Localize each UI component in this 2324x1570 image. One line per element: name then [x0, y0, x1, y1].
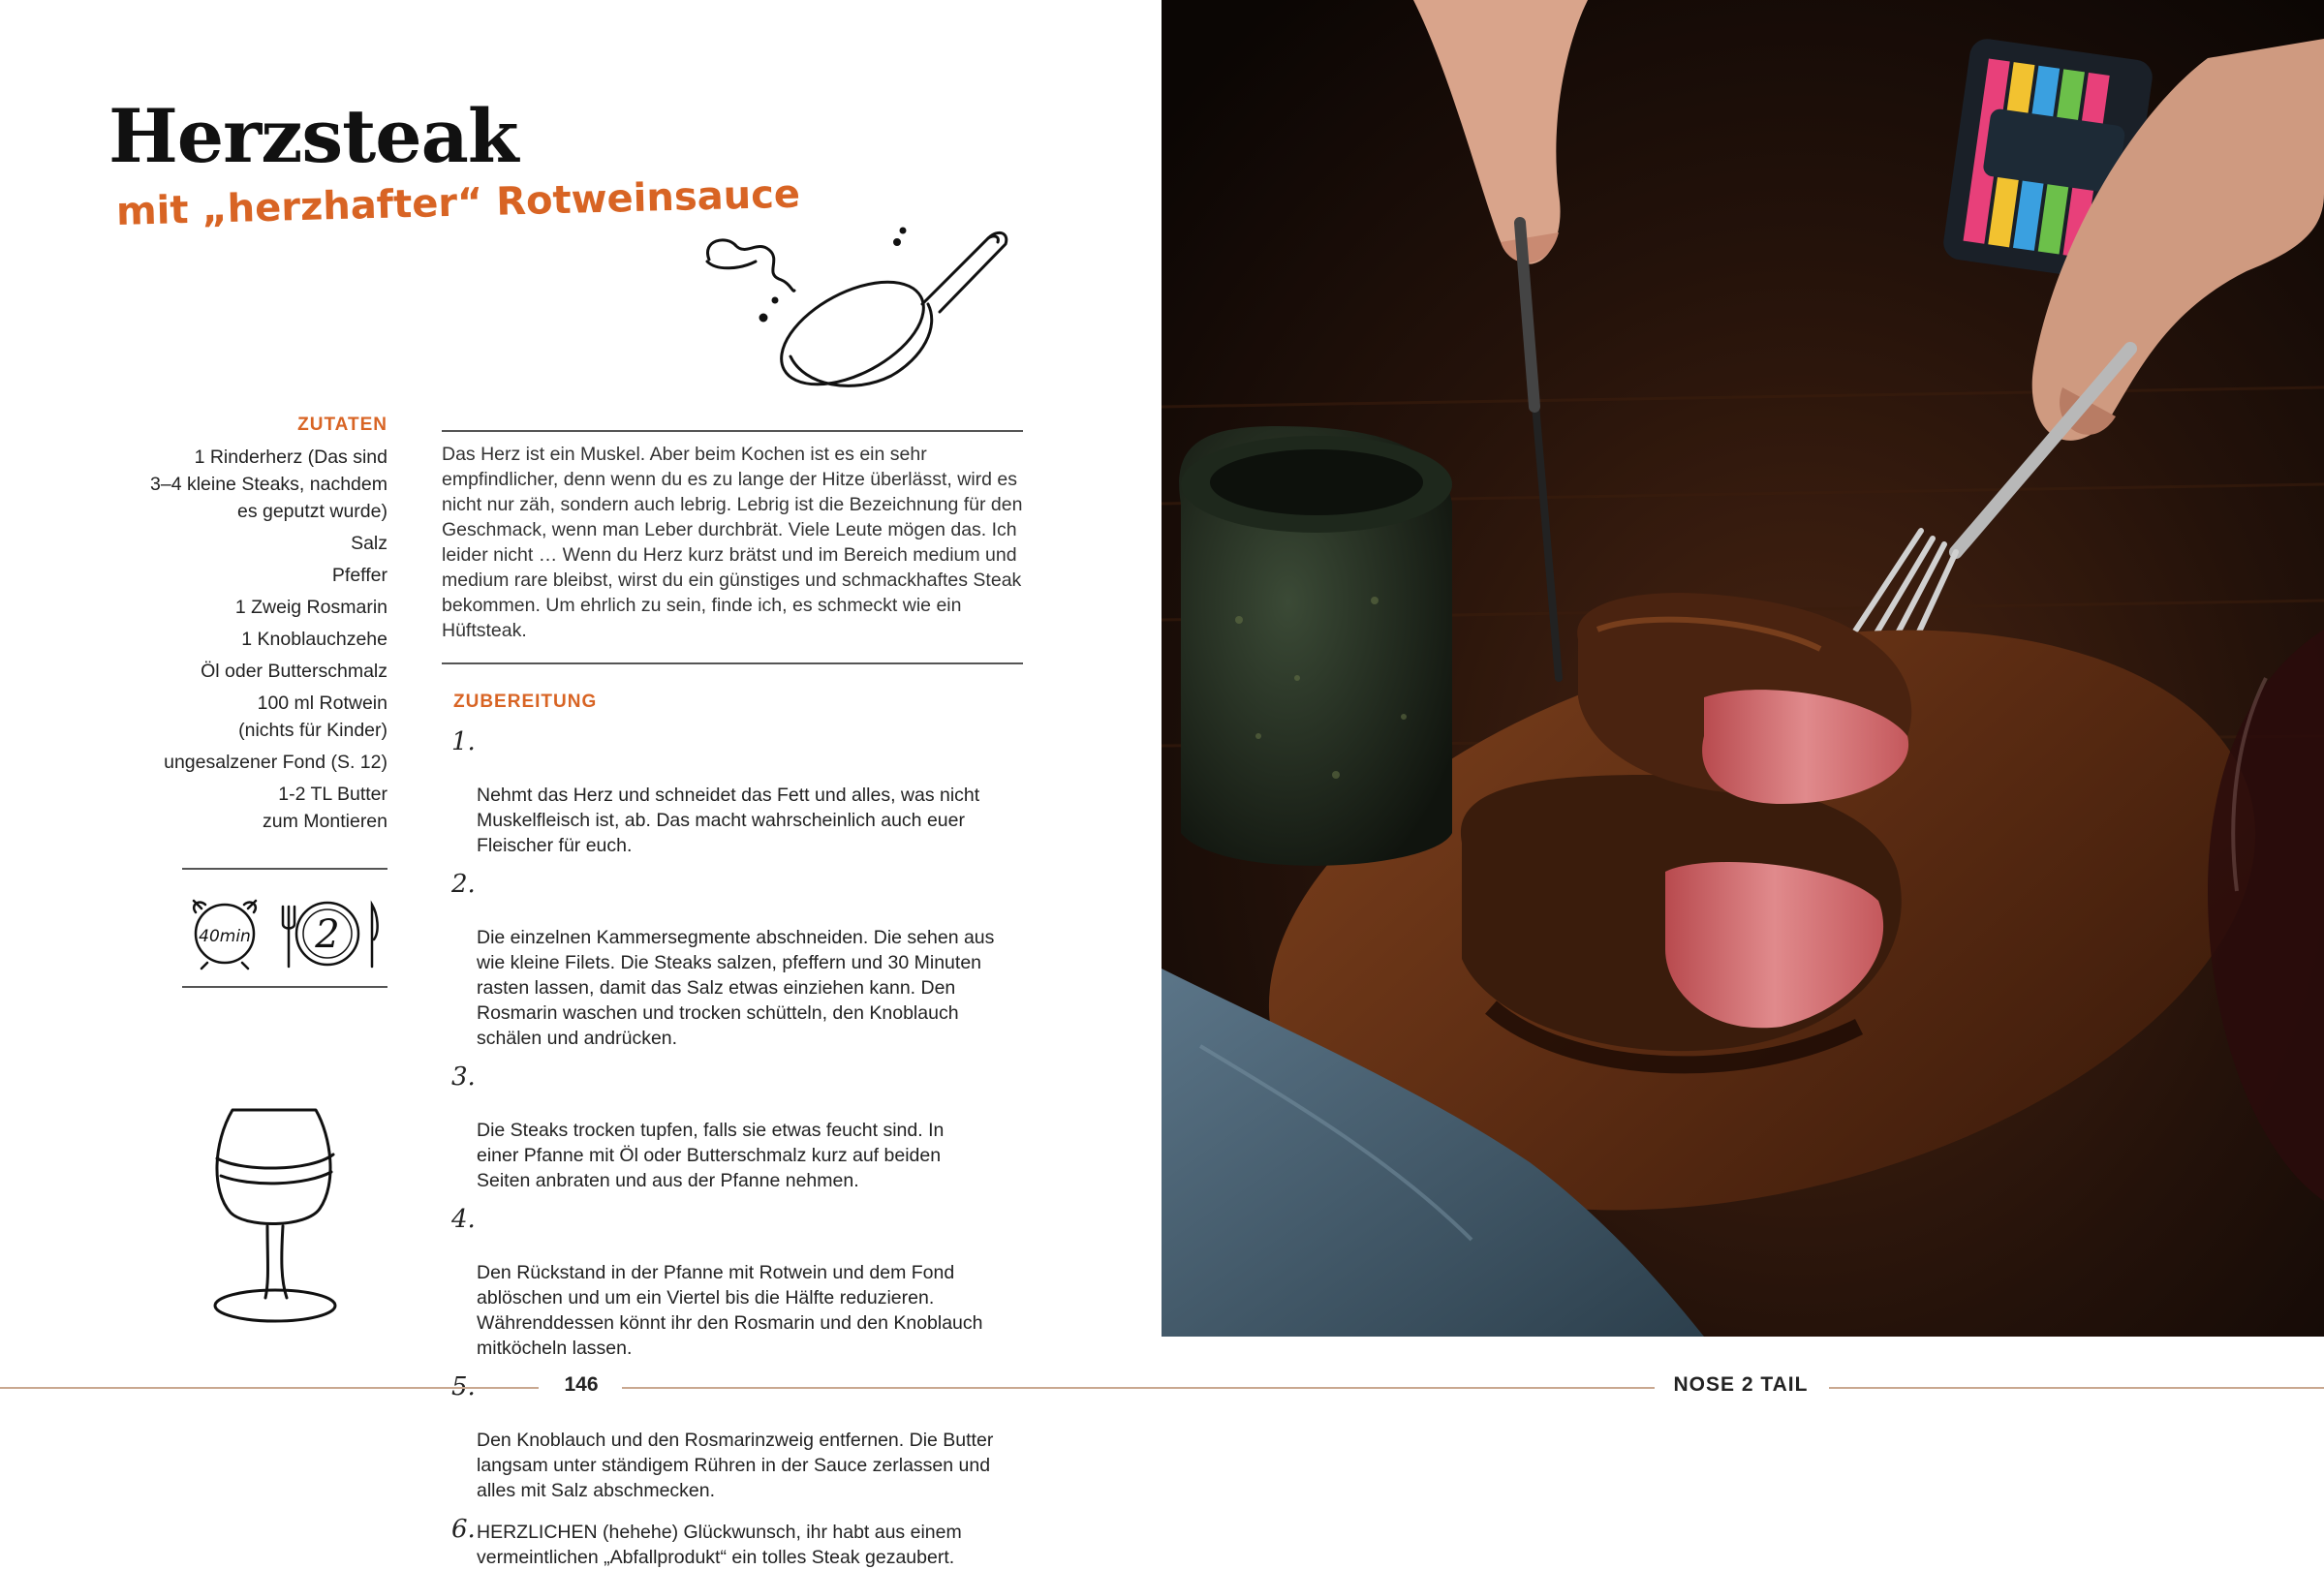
wine-glass-icon	[203, 1104, 349, 1327]
step-number: 3.	[451, 1062, 476, 1092]
ingredients-divider-top	[182, 868, 387, 870]
ingredient-item: Salz	[351, 533, 387, 554]
intro-divider-bottom	[442, 662, 1023, 664]
preparation-step	[448, 1205, 1029, 1361]
recipe-subtitle: mit „herzhafter“ Rotweinsauce	[115, 171, 801, 234]
step-number: 5.	[451, 1372, 476, 1401]
intro-divider-top	[442, 430, 1023, 432]
ingredients-heading: ZUTATEN	[297, 415, 387, 435]
book-title: NOSE 2 TAIL	[1673, 1373, 1809, 1396]
left-page	[0, 0, 1162, 1568]
preparation-step	[448, 727, 1029, 858]
page-number: 146	[564, 1373, 599, 1396]
footer-rule-middle	[622, 1387, 1655, 1389]
step-text: HERZLICHEN (hehehe) Glückwunsch, ihr habt aus einem vermeintlichen „Abfallprodukt“ ein tolles Steak gezaubert.	[477, 1522, 962, 1568]
step-text: Die einzelnen Kammersegmente abschneiden. Die sehen aus wie kleine Filets. Die Steaks salzen, pfeffern und 30 Minuten rasten lassen, damit das Salz etwas einziehen kann. Den Rosmarin waschen und trocken schütteln, den Knoblauch schälen und andrücken.	[477, 927, 995, 1049]
preparation-step	[448, 1515, 1029, 1570]
preparation-step	[448, 870, 1029, 1051]
servings-label: 2	[315, 912, 340, 957]
fork-icon	[283, 907, 294, 967]
alarm-clock-icon	[194, 901, 256, 969]
step-text: Nehmt das Herz und schneidet das Fett und alles, was nicht Muskelfleisch ist, ab. Das macht wahrscheinlich auch euer Fleischer für euch.	[477, 785, 980, 856]
step-number: 4.	[451, 1205, 476, 1234]
intro-text: Das Herz ist ein Muskel. Aber beim Kochen ist es ein sehr empfindlicher, denn wenn du es zu lange der Hitze überlässt, wird es nicht nur zäh, sondern auch lebrig. Lebrig ist die Bezeichnung für den Geschmack, wenn man Leber durchbrät. Viele Leute mögen das. Ich leider nicht … Wenn du Herz kurz brätst und im Bereich medium und medium rare bleibst, wirst du ein günstiges und schmackhaftes Steak bekommen. Um ehrlich zu sein, finde ich, es schmeckt wie ein Hüftsteak.	[442, 444, 1023, 641]
ingredient-item: 1 Rinderherz (Das sind 3–4 kleine Steaks, nachdem es geputzt wurde)	[150, 446, 387, 522]
preparation-step	[448, 1062, 1029, 1193]
step-text: Den Rückstand in der Pfanne mit Rotwein und dem Fond ablöschen und um ein Viertel bis die Hälfte reduzieren. Währenddessen könnt ihr den Rosmarin und den Knoblauch mitköcheln lassen.	[477, 1262, 983, 1359]
steak-photo-illustration	[1162, 0, 2324, 1337]
ingredient-item: 1 Knoblauchzehe	[241, 629, 387, 650]
recipe-title: Herzsteak	[108, 93, 518, 179]
ingredient-item: Pfeffer	[331, 565, 387, 586]
step-number: 6.	[451, 1515, 476, 1544]
ingredients-divider-bottom	[182, 986, 387, 988]
footer-rule-right	[1829, 1387, 2324, 1389]
prep-time-label: 40min	[199, 927, 251, 946]
steak-photo	[1162, 0, 2324, 1337]
step-text: Die Steaks trocken tupfen, falls sie etwas feucht sind. In einer Pfanne mit Öl oder Butterschmalz kurz auf beiden Seiten anbraten und aus der Pfanne nehmen.	[477, 1120, 945, 1191]
step-number: 1.	[451, 727, 476, 756]
ingredient-item: ungesalzener Fond (S. 12)	[164, 752, 387, 773]
step-number: 2.	[451, 870, 476, 899]
plate-icon	[296, 903, 358, 965]
preparation-steps	[448, 727, 1029, 1570]
recipe-info-icons	[184, 885, 387, 972]
preparation-step	[448, 1372, 1029, 1503]
ingredient-item: 1 Zweig Rosmarin	[234, 597, 387, 618]
preparation-heading: ZUBEREITUNG	[453, 692, 598, 712]
ingredient-item: 100 ml Rotwein (nichts für Kinder)	[238, 693, 387, 741]
frying-pan-icon	[697, 211, 1017, 405]
ingredient-item: Öl oder Butterschmalz	[201, 661, 387, 682]
ingredient-item: 1-2 TL Butter zum Montieren	[263, 784, 387, 832]
step-text: Den Knoblauch und den Rosmarinzweig entfernen. Die Butter langsam unter ständigem Rühren in der Sauce zerlassen und alles mit Salz abschmecken.	[477, 1430, 994, 1501]
ingredients-list	[116, 444, 387, 840]
knife-icon	[372, 905, 378, 967]
footer-rule-left	[0, 1387, 539, 1389]
